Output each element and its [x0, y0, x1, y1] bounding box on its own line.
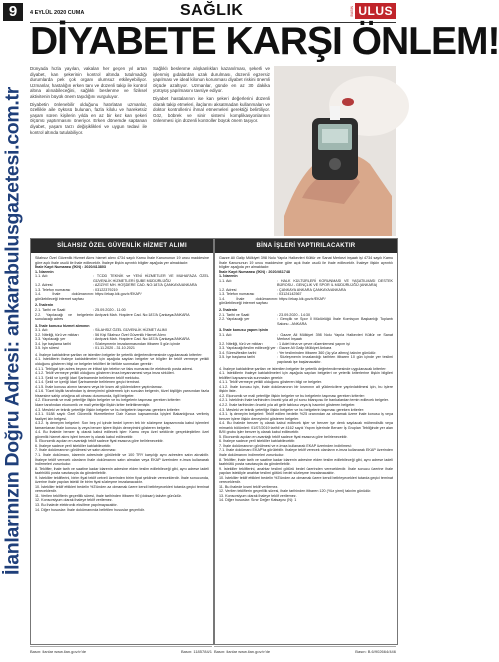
ad-title: BİNA İŞLERİ YAPTIRILACAKTIR	[215, 239, 397, 253]
section-title: SAĞLIK	[180, 2, 244, 19]
ad-body	[31, 253, 213, 514]
footer-source: Basın: ilanlar www.ilan.gov.tr'de	[214, 649, 271, 654]
ad-row: 1.3. Telefon numarası : 03124142567	[219, 292, 302, 297]
newspaper-logo	[350, 3, 396, 19]
footer-source: Basın: ilanlar www.ilan.gov.tr'de	[30, 649, 87, 654]
ad-row: 3.2. Niteliği, türü ve miktarı : 1 Adet bina ve çevre düzenlemesi yapım işi	[219, 341, 350, 346]
article-paragraph: Sağlıklı beslenme alışkanlıkları kazanılması, şekerli ve işlenmiş gıdalardan uzak durulması, düzenli egzersiz yapılması ve ideal kilonun korunması diyabet riskini önemli ölçüde azaltıyor. Uzmanlar, günde en az 30 dakika yürüyüş yapılmasını tavsiye ediyor.	[153, 66, 270, 94]
ad-row: 3.1. Adı : Gazze Ali Mülkiyet 398 Nolu Yapıla Halkevleri Kültür ve Sanat Merkezi İnşaatı	[219, 332, 393, 342]
ad-ikn: İhale Kayıt Numarası (İKN) : 2020/413803	[35, 265, 106, 270]
ad-row: 3.1. Adı : SİLAHSIZ ÖZEL GÜVENLİK HİZMET ALIMI	[35, 328, 167, 333]
ad-row: 3.5. İşin süresi : 01.11.2020 - 31.10.2021	[35, 346, 135, 351]
article-body	[30, 66, 270, 236]
issue-date: 4 EYLÜL 2020 CUMA	[30, 10, 85, 16]
ad-title: SİLAHSIZ ÖZEL GÜVENLİK HİZMET ALIMI	[31, 239, 213, 253]
ad-footer	[30, 646, 212, 657]
ad-row: 2.1. Tarihi ve Saati : 23.09.2020 - 14:30	[219, 312, 311, 317]
ad-section-heading: 2- İhalenin	[35, 303, 54, 308]
ad-row: 3.4. İşe başlama tarihi : Sözleşmenin imzalanmasından itibaren 5 gün içinde	[35, 341, 181, 346]
tender-ad-building	[214, 238, 398, 645]
ad-section-heading: 3- İhale konusu hizmet alımının	[35, 323, 90, 328]
ad-row: 2.2. Yapılacağı ve belgelerin sunulacağı adres : Anıtpark Mah. Hoşdere Cad. No:187/A Çankaya/ANKARA	[35, 312, 190, 322]
logo-small-text: BASIN	[350, 5, 355, 17]
ad-section-heading: 2- İhalenin	[219, 308, 238, 313]
ad-section-heading: 1- İdarenin	[35, 269, 54, 274]
ad-row: 1.1. Adı : HALK KÜLTÜRLERİ KORUNMASI VE YAŞATILMASI DESTEK BÜROSU - GENÇLİK VE SPOR İL MÜDÜRLÜĞÜ (ANKARA)	[219, 278, 393, 288]
ad-row: 2.1. Tarihi ve Saati : 25.09.2020 - 11:00	[35, 308, 126, 313]
ad-ikn: İhale Kayıt Numarası (İKN) : 2020/461748	[219, 269, 290, 274]
ad-section-heading: 3- İhale konusu yapım işinin	[219, 328, 269, 333]
ad-intro: Silahsız Özel Güvenlik Hizmet Alımı hizmet alımı 4734 sayılı Kamu İhale Kanununun 19 uncu maddesine göre açık ihale usulü ile ihale edilecektir. İhaleye ilişkin ayrıntılı bilgiler aşağıda yer almaktadır:	[35, 256, 209, 265]
headline: DİYABETE KARŞI ÖNLEM!	[30, 20, 499, 63]
ad-row: 3.3. Yapılacağı yer : Anıtpark Mah. Hoşdere Cad. No:187/A Çankaya/ANKARA	[35, 337, 190, 342]
ad-row: 3.3. Yapılacağı/teslim edileceği yer : Gazze Ali Galip Mülkiyet Ankara	[219, 346, 332, 351]
article-photo	[274, 66, 396, 236]
article-paragraph: Diyabet hastalarının ise kan şekeri değerlerini düzenli olarak takip etmeleri, ilaçlarını aksatmadan kullanmaları ve doktor kontrollerini ihmal etmemeleri gerektiği belirtiliyor. Göz, böbrek ve sinir sistemi komplikasyonlarının önlenmesi için düzenli kontroller büyük önem taşıyor.	[153, 95, 270, 124]
ad-row: 1.2. Adresi : ÇANKAYA ANKARA ÇANKAYA/ANKARA	[219, 287, 346, 292]
ad-intro: Gazze Ali Galip Mülkiyet 398 Nolu Yapıla Halkevleri Kültür ve Sanat Merkezi inşaatı işi 4734 sayılı Kamu İhale Kanununun 19 uncu maddesine göre açık ihale usulü ile ihale edilecektir. İhaleye ilişkin ayrıntılı bilgiler aşağıda yer almaktadır:	[219, 256, 393, 270]
ad-row: 1.3. Telefon numarası : 03122379219	[35, 287, 118, 292]
article-paragraph: Diyabetin önlenebilir olduğunu hatırlatan uzmanlar, özellikle aile öyküsü bulunan, fazla kilolu ve hareketsiz yaşam süren kişilerin yılda en az bir kez kan şekeri ölçümü yaptırmasını öneriyor. Erken dönemde saptanan diyabet, yaşam tarzı değişiklikleri ve uygun tedavi ile kontrol altında tutulabiliyor.	[30, 101, 147, 135]
vertical-banner: İlanlarınızın Doğru Adresi: ankarabulusgazetesi.com.tr	[1, 86, 24, 576]
page-number: 9	[3, 3, 23, 21]
tender-ad-security	[30, 238, 214, 645]
ad-row: 2.2. Yapılacağı yer : Gençlik ve Spor İl Müdürlüğü İhale Komisyon Başkanlığı Toplantı Salonu - ANKARA	[219, 317, 393, 326]
ad-row: 1.4. İhale dokümanının görülebileceği internet sayfası : https://ekap.kik.gov.tr/EKAP/	[219, 296, 326, 306]
ad-row: 1.4. İhale dokümanının görülebileceği internet sayfası : https://ekap.kik.gov.tr/EKAP/	[35, 292, 142, 301]
ad-footer	[214, 646, 396, 657]
footer-code: Basın: B.6/902664/446	[355, 649, 396, 654]
glucose-meter-illustration	[274, 66, 396, 236]
ad-criteria: 4. İhaleye katılabilme şartları ve istenilen belgeler ile yeterlik değerlendirmesinde uygulanacak kriterler: 4.1. İsteklilerin ihaleye katılabilmeleri için aşağıda sayılan belgeler ve bilgiler ile teklif vermeye yetkili olduğunu gösteren bilgi ve belgeler teklifleri ile birlikte sunmaları gerekir: 4.1.1. Tebligat için adres beyanı ve irtibat için telefon ve faks numarası ile elektronik posta adresi. 4.1.2. Teklif vermeye yetkili olduğunu gösteren imza beyannamesi veya imza sirküleri. 4.1.3. Şekli ve içeriği İdari Şartnamede belirlenen teklif mektubu. 4.1.4. Şekli ve içeriği İdari Şartnamede belirlenen geçici teminat. 4.1.5. İhale konusu alımın tamamı veya bir kısmı alt yüklenicilere yaptırılamaz. 4.1.6. Tüzel kişilik tarafından iş deneyimini göstermek için sunulan belgenin, tüzel kişiliğin yarısından fazla hissesine sahip ortağına ait olması durumunda, ilgili belgeler. 4.2. Ekonomik ve mali yeterliğe ilişkin belgeler ve bu belgelerin taşıması gereken kriterler: İdare tarafından ekonomik ve mali yeterliğe ilişkin kriter belirtilmemiştir. 4.3. Mesleki ve teknik yeterliğe ilişkin belgeler ve bu belgelerin taşıması gereken kriterler: 4.3.1. 5188 sayılı Özel Güvenlik Hizmetlerine Dair Kanun kapsamında İçişleri Bakanlığınca verilmiş faaliyet izin belgesi. 4.3.2. İş deneyim belgeleri: Son beş yıl içinde bedel içeren tek bir sözleşme kapsamında kabul işlemleri tamamlanan ihale konusu iş veya benzer işlere ilişkin deneyimini gösteren belgeler. 4.4. Bu ihalede benzer iş olarak kabul edilecek işler: Kamu veya özel sektörde gerçekleştirilen özel güvenlik hizmet alımı işleri benzer iş olarak kabul edilecektir. 5. Ekonomik açıdan en avantajlı teklif sadece fiyat esasına göre belirlenecektir. 6. İhaleye sadece yerli istekliler katılabilecektir. 7. İhale dokümanının görülmesi ve satın alınması: 7.1. İhale dokümanı, idarenin adresinde görülebilir ve 100 TRY karşılığı aynı adresten satın alınabilir. İhaleye teklif verecek olanların ihale dokümanını satın almaları veya EKAP üzerinden e-imza kullanarak indirmeleri zorunludur. 8. Teklifler, ihale tarih ve saatine kadar idarenin adresine elden teslim edilebileceği gibi, aynı adrese iadeli taahhütlü posta vasıtasıyla da gönderilebilir. 9. İstekliler tekliflerini, birim fiyat teklif cetveli üzerinden birim fiyat şeklinde vereceklerdir. İhale sonucunda, üzerine ihale yapılan istekli ile birim fiyat sözleşme imzalanacaktır. 10. İstekliler teklif ettikleri bedelin %3'ünden az olmamak üzere kendi belirleyecekleri tutarda geçici teminat vereceklerdir. 11. Verilen tekliflerin geçerlilik süresi, ihale tarihinden itibaren 90 (doksan) takvim günüdür. 12. Konsorsiyum olarak ihaleye teklif verilemez. 13. Bu ihalede elektronik eksiltme yapılmayacaktır. 14. Diğer hususlar: İhale dokümanında belirtilen hususlar geçerlidir.	[35, 352, 209, 512]
ad-row: 1.1. Adı : TCDD TEKNİK ve YENİ HİZMETLER VE MUHAFAZA ÖZEL GÜVENLİK HİZMETLERİ ŞUBE MÜDÜRLÜĞÜ	[35, 274, 209, 283]
ad-row: 1.2. Adresi : AZİZİYE MH. HOŞDERE CAD. NO:187/A ÇANKAYA/ANKARA	[35, 283, 197, 288]
ad-body	[215, 253, 397, 505]
left-sidebar	[0, 0, 26, 662]
article-paragraph: Dünyada hızla yayılan, vakaları her geçen yıl artan diyabet, kan şekerinin kontrol altında tutulmadığı durumlarda pek çok organı olumsuz etkileyebiliyor. Uzmanlar, hastalığın erken tanı ve düzenli takip ile kontrol altına alınabileceğini, sağlıklı beslenme ve fiziksel aktivitenin büyük önem taşıdığını vurguluyor.	[30, 66, 147, 99]
logo-main-text: ULUS	[355, 3, 396, 19]
footer-code: Basın: 1185784/1	[180, 649, 212, 654]
ad-row: 3.4. Süresi/teslim tarihi : Yer tesliminden itibaren 360 (üç yüz altmış) takvim günüdür.	[219, 350, 377, 355]
ad-row: 3.2. Niteliği, türü ve miktarı : 56 Kişi Silahsız Özel Güvenlik Hizmet Alımı	[35, 332, 166, 337]
ad-section-heading: 1- İdarenin	[219, 274, 238, 279]
ad-row: 3.5. İşe başlama tarihi : Sözleşmenin imzalandığı tarihten itibaren 10 gün içinde yer teslimi yapılarak işe başlanacaktır.	[219, 355, 393, 365]
ad-criteria: 4. İhaleye katılabilme şartları ve istenilen belgeler ile yeterlik değerlendirmesinde uygulanacak kriterler: 4.1. İsteklilerin ihaleye katılabilmeleri için aşağıda sayılan belgeleri ve yeterlik kriterlerine ilişkin bilgileri teklifleri kapsamında sunmaları gerekir: 4.1.1. Teklif vermeye yetkili olduğunu gösteren bilgi ve belgeler. 4.1.2. İhale konusu işin, ihale dokümanının bir kısmının alt yüklenicilere yaptırılabilmesi için, bu işlere ilişkin liste. 4.2. Ekonomik ve mali yeterliğe ilişkin belgeler ve bu belgelerin taşıması gereken kriterler: 4.2.1. İsteklinin ihale tarihinden önceki yıla ait yıl sonu bilançosu ile bankalardan temin edilecek belgeler. 4.2.2. İhale tarihinden önceki yıla ait gelir tablosu veya iş hacmini gösteren belgeler. 4.3. Mesleki ve teknik yeterliğe ilişkin belgeler ve bu belgelerin taşıması gereken kriterler: 4.3.1. İş deneyim belgeleri: Teklif edilen bedelin %25 oranından az olmamak üzere ihale konusu iş veya benzer işlere ilişkin deneyimini gösteren belgeler. 4.4. Bu ihalede benzer iş olarak kabul edilecek işler ve benzer işe denk sayılacak mühendislik veya mimarlık bölümleri: 01/07/2019 tarihli ve 4162 sayılı Yapım İşlerinde Benzer İş Grupları Tebliğinde yer alan B/III grubu işler benzer iş olarak kabul edilecektir. 5. Ekonomik açıdan en avantajlı teklif sadece fiyat esasına göre belirlenecektir. 6. İhaleye sadece yerli istekliler katılabilecektir. 7. İhale dokümanının görülmesi ve e-imza kullanarak EKAP üzerinden indirilmesi: 7.1. İhale dokümanı EKAP'ta görülebilir. İhaleye teklif verecek olanların e-imza kullanarak EKAP üzerinden ihale dokümanını indirmeleri zorunludur. 8. Teklifler, ihale tarih ve saatine kadar idarenin adresine elden teslim edilebileceği gibi, aynı adrese iadeli taahhütlü posta vasıtasıyla da gönderilebilir. 9. İstekliler tekliflerini, anahtar teslimi götürü bedel üzerinden vereceklerdir. İhale sonucu üzerine ihale yapılan istekliyle anahtar teslimi götürü bedel sözleşme imzalanacaktır. 10. İstekliler teklif ettikleri bedelin %3'ünden az olmamak üzere kendi belirleyecekleri tutarda geçici teminat vereceklerdir. 11. Bu ihalede kısmi teklif verilemez. 12. Verilen tekliflerin geçerlilik süresi, ihale tarihinden itibaren 120 (Yüz yirmi) takvim günüdür. 13. Konsorsiyum olarak ihaleye teklif verilemez. 14. Diğer hususlar: Sınır Değer Katsayısı (N): 1	[219, 366, 393, 503]
